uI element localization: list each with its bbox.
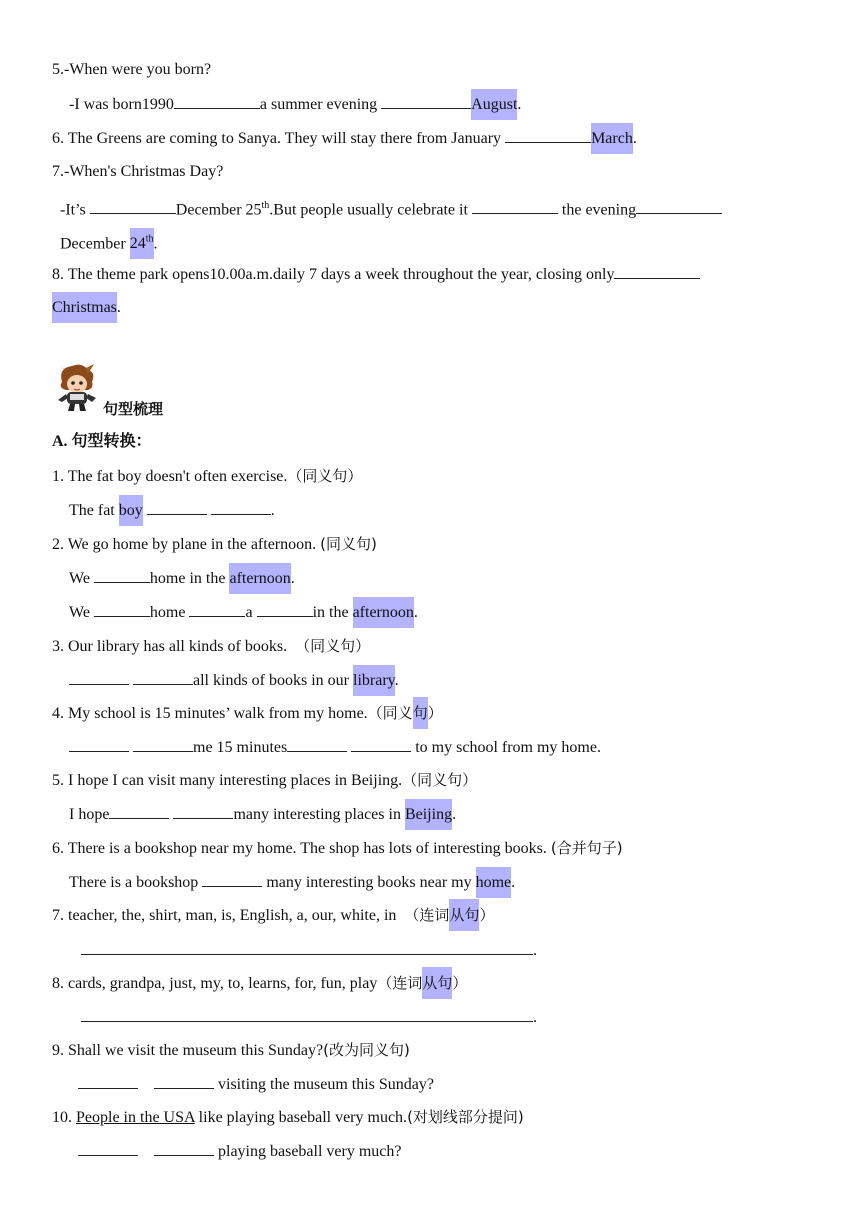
item6-a-mid: many interesting books near my: [262, 874, 476, 891]
period: .: [533, 1009, 537, 1026]
answer-blank[interactable]: [90, 199, 176, 214]
item1-question: [52, 466, 362, 487]
item10-a-post: playing baseball very much?: [214, 1143, 402, 1160]
answer-blank[interactable]: [472, 199, 558, 214]
q7-hl-num: 24: [129, 235, 146, 253]
highlight-afternoon: afternoon: [229, 563, 290, 594]
q7-text-1: -It’s: [60, 201, 90, 219]
answer-blank[interactable]: [69, 670, 129, 685]
section-subtitle: [52, 432, 152, 452]
cartoon-boy-icon: [52, 362, 100, 412]
period: .: [452, 806, 457, 823]
item4-note-pre: （同义: [367, 704, 413, 722]
answer-blank[interactable]: [133, 670, 193, 685]
answer-blank[interactable]: [381, 94, 471, 109]
q5-text-2: a summer evening: [259, 96, 382, 113]
q5-answer: [69, 94, 521, 115]
item10-answer: [78, 1141, 402, 1162]
item3-answer: [69, 670, 399, 691]
item7-question: [52, 905, 494, 926]
q6-end: .: [632, 130, 637, 147]
highlight-24: [130, 228, 154, 259]
answer-blank[interactable]: [78, 1141, 138, 1156]
item5-a-mid: many interesting places in: [233, 806, 405, 823]
item8-text: 8. cards, grandpa, just, my, to, learns, for, fun, play: [52, 975, 378, 992]
item4-text: 4. My school is 15 minutes’ walk from my home.: [52, 705, 368, 722]
answer-blank[interactable]: [174, 94, 260, 109]
item1-a-pre: The fat: [69, 502, 119, 519]
item3-a-mid: all kinds of books in our: [193, 672, 353, 689]
item2-answer-2: [69, 602, 418, 623]
q8-text: 8. The theme park opens10.00a.m.daily 7 days a week throughout the year, closing only: [52, 266, 615, 283]
period: .: [413, 604, 418, 621]
item2-question: [52, 534, 377, 555]
item9-text: 9. Shall we visit the museum this Sunday?: [52, 1042, 324, 1059]
item7-answer: [81, 940, 537, 961]
q5-text-1: -I was born1990: [69, 96, 174, 113]
answer-blank[interactable]: [133, 737, 193, 752]
item9-question: [52, 1040, 410, 1061]
item5-text: 5. I hope I can visit many interesting places in Beijing.: [52, 772, 403, 789]
item1-note: （同义句）: [287, 467, 363, 485]
item1-text: 1. The fat boy doesn't often exercise.: [52, 468, 288, 485]
item4-a-m2: to my school from my home.: [411, 739, 601, 756]
highlight-christmas: Christmas: [52, 292, 117, 323]
q7-text-5: December: [60, 235, 130, 253]
item1-answer: [69, 500, 275, 521]
item5-note: （同义句）: [402, 771, 478, 789]
item5-answer: [69, 804, 456, 825]
answer-blank[interactable]: [147, 500, 207, 515]
q7-sup-2: th: [145, 234, 154, 245]
q6-text: 6. The Greens are coming to Sanya. They will stay there from January: [52, 130, 506, 147]
item2-l2-m1: home: [149, 604, 190, 621]
q7-prompt: 7.-When's Christmas Day?: [52, 163, 224, 180]
q7-text-3: .But people usually celebrate it: [269, 201, 472, 219]
answer-blank[interactable]: [211, 500, 271, 515]
item8-note-pre: （连词: [377, 974, 423, 992]
item7-note-post: ）: [479, 906, 495, 924]
item6-note: (合并句子): [550, 839, 623, 857]
highlight-home: home: [476, 867, 512, 898]
answer-blank[interactable]: [202, 872, 262, 887]
q5-end: .: [517, 96, 522, 113]
item9-a-post: visiting the museum this Sunday?: [214, 1076, 434, 1093]
item10-pre: 10.: [52, 1109, 76, 1126]
q8-end: .: [116, 299, 121, 316]
answer-blank[interactable]: [614, 264, 700, 279]
answer-blank[interactable]: [351, 737, 411, 752]
item10-post: like playing baseball very much.: [194, 1109, 408, 1126]
answer-blank[interactable]: [69, 737, 129, 752]
item8-question: [52, 973, 467, 994]
item5-question: [52, 770, 477, 791]
item7-text: 7. teacher, the, shirt, man, is, English, a, our, white, in: [52, 907, 405, 924]
item6-question: [52, 838, 623, 859]
item8-note-post: ）: [452, 974, 468, 992]
highlight-march: March: [591, 123, 633, 154]
item2-l2-pre: We: [69, 604, 94, 621]
item10-question: [52, 1107, 524, 1128]
period: .: [511, 874, 516, 891]
answer-blank[interactable]: [94, 602, 150, 617]
answer-blank[interactable]: [154, 1141, 214, 1156]
highlight-afternoon: afternoon: [353, 597, 414, 628]
answer-blank[interactable]: [189, 602, 245, 617]
item6-a-pre: There is a bookshop: [69, 874, 203, 891]
answer-blank[interactable]: [78, 1074, 138, 1089]
q7-text-4: the evening: [557, 201, 637, 219]
q7-end: .: [153, 235, 158, 253]
answer-blank[interactable]: [636, 199, 722, 214]
highlight-congju: 从句: [422, 967, 452, 999]
item2-l1-mid: home in the: [149, 570, 230, 587]
answer-blank[interactable]: [173, 804, 233, 819]
q8-line: [52, 264, 700, 285]
answer-blank[interactable]: [154, 1074, 214, 1089]
answer-blank[interactable]: [505, 128, 591, 143]
highlight-congju: 从句: [449, 899, 479, 931]
item4-question: [52, 703, 443, 724]
q7-answer-cont: [60, 230, 158, 254]
section-title: 句型梳理: [103, 400, 164, 418]
highlight-ju: 句: [413, 697, 428, 729]
answer-blank[interactable]: [257, 602, 313, 617]
q8-line-2: [52, 298, 121, 318]
item6-text: 6. There is a bookshop near my home. The shop has lots of interesting books.: [52, 840, 551, 857]
q7-text-2: December 25: [175, 201, 262, 219]
item2-answer-1: [69, 568, 295, 589]
q5-prompt: 5.-When were you born?: [52, 61, 212, 78]
period: .: [290, 570, 295, 587]
item2-note: (同义句): [320, 535, 377, 553]
item4-answer: [69, 737, 601, 758]
item2-text: 2. We go home by plane in the afternoon.: [52, 536, 321, 553]
item10-note: (对划线部分提问): [407, 1108, 524, 1126]
q6-line: [52, 128, 637, 149]
item4-a-m1: me 15 minutes: [193, 739, 288, 756]
highlight-library: library: [353, 665, 395, 696]
q7-sup-1: th: [261, 200, 270, 211]
highlight-boy: boy: [119, 495, 143, 526]
period: .: [533, 942, 537, 959]
item7-note-pre: （连词: [404, 906, 450, 924]
q7-answer: [60, 196, 722, 220]
item3-text: 3. Our library has all kinds of books.: [52, 638, 296, 655]
highlight-beijing: Beijing: [405, 799, 452, 830]
item10-underlined: People in the USA: [76, 1109, 195, 1126]
item2-l2-m3: in the: [312, 604, 353, 621]
item2-l2-m2: a: [245, 604, 257, 621]
period: .: [394, 672, 399, 689]
item3-note: （同义句）: [295, 637, 371, 655]
item3-question: [52, 636, 370, 657]
answer-blank[interactable]: [287, 737, 347, 752]
subtitle-text: A. 句型转换：: [52, 433, 152, 450]
item9-note: (改为同义句): [323, 1041, 410, 1059]
item2-l1-pre: We: [69, 570, 94, 587]
highlight-august: August: [471, 89, 517, 120]
answer-blank[interactable]: [94, 568, 150, 583]
period: .: [270, 502, 275, 519]
item8-answer: [81, 1007, 537, 1028]
item5-a-pre: I hope: [69, 806, 110, 823]
answer-line[interactable]: [81, 1007, 533, 1022]
answer-line[interactable]: [81, 940, 533, 955]
item9-answer: [78, 1074, 434, 1095]
item4-note-post: ）: [427, 704, 443, 722]
item6-answer: [69, 872, 515, 893]
answer-blank[interactable]: [109, 804, 169, 819]
